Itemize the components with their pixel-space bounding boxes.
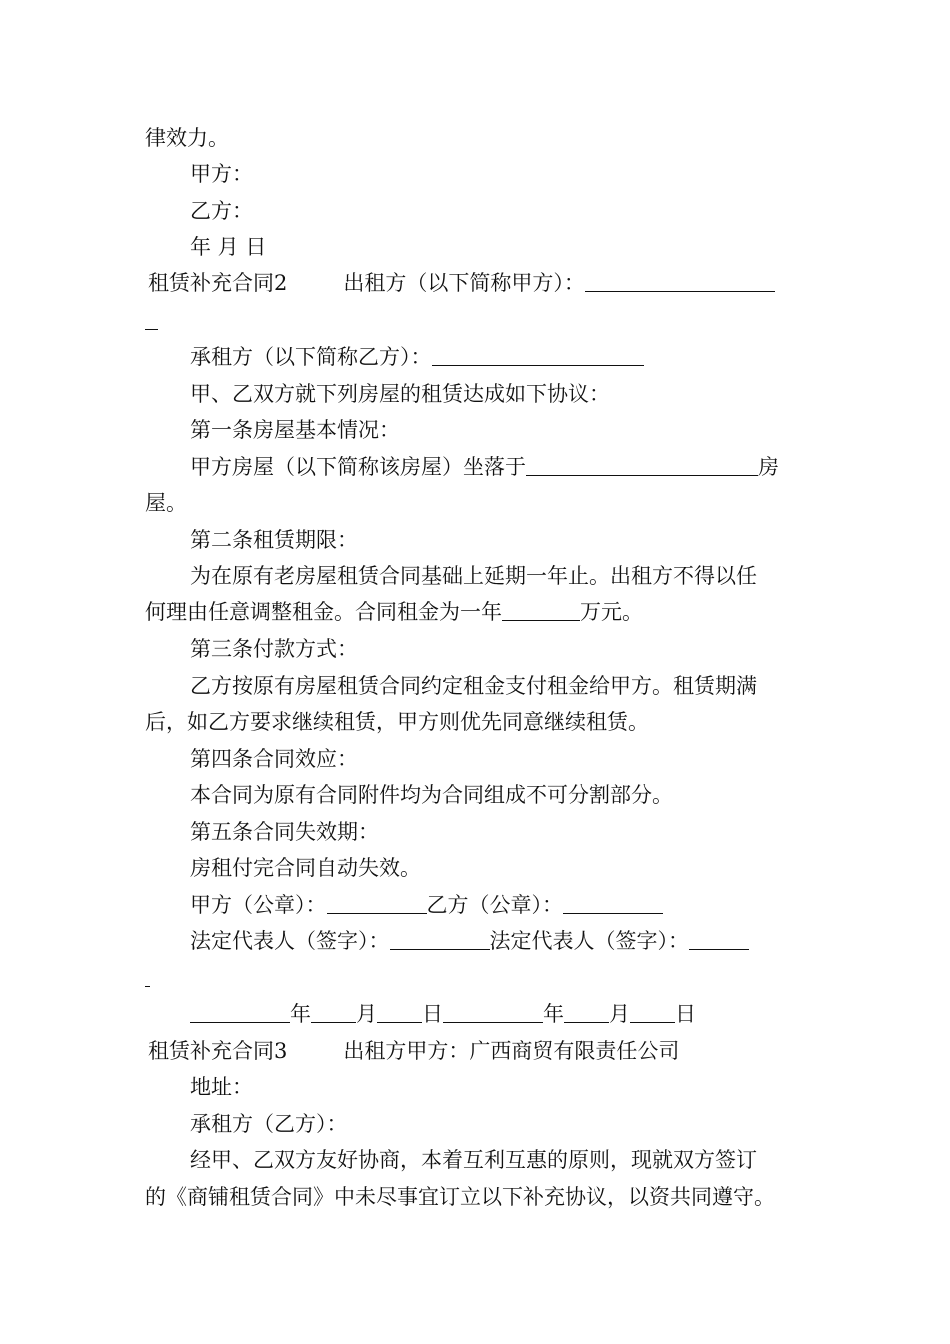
text-line: 经甲、乙双方友好协商，本着互利互惠的原则，现就双方签订 xyxy=(190,1148,757,1172)
text-line: 本合同为原有合同附件均为合同组成不可分割部分。 xyxy=(190,783,673,807)
text-line: 何理由任意调整租金。合同租金为一年 万元。 xyxy=(145,600,643,624)
blank-field xyxy=(563,891,663,914)
clause-heading: 第四条合同效应： xyxy=(190,747,358,771)
blank-field xyxy=(390,927,490,950)
date-line: 年 月 日 xyxy=(190,235,267,259)
blank-field xyxy=(311,1000,356,1023)
lessee-label: 承租方（乙方）： xyxy=(190,1112,348,1136)
clause-heading: 第一条房屋基本情况： xyxy=(190,418,400,442)
blank-field xyxy=(502,598,580,621)
text-line: 为在原有老房屋租赁合同基础上延期一年止。出租方不得以任 xyxy=(190,564,757,588)
text-line: 甲、乙双方就下列房屋的租赁达成如下协议： xyxy=(190,382,610,406)
blank-field xyxy=(327,891,427,914)
blank-field xyxy=(443,1000,543,1023)
contract-title: 租赁补充合同2 xyxy=(148,271,288,295)
text-line: 承租方（以下简称乙方）： xyxy=(0,339,950,376)
blank-field xyxy=(432,343,644,366)
text-line: 房租付完合同自动失效。 xyxy=(190,856,421,880)
section-heading-2: 租赁补充合同2 出租方（以下简称甲方）： xyxy=(0,265,950,302)
party-b-label: 乙方： xyxy=(190,199,253,223)
blank-field xyxy=(145,307,158,330)
section-heading-3: 租赁补充合同3 出租方甲方：广西商贸有限责任公司 xyxy=(148,1039,680,1063)
blank-continuation xyxy=(0,960,950,997)
blank-field xyxy=(377,1000,422,1023)
text-line: 屋。 xyxy=(145,491,187,515)
blank-field xyxy=(585,269,775,292)
text-line: 乙方按原有房屋租赁合同约定租金支付租金给甲方。租赁期满 xyxy=(190,674,757,698)
blank-continuation xyxy=(0,303,950,340)
blank-field xyxy=(526,453,758,476)
signing-date-line: 年 月 日 年 月 日 xyxy=(0,996,950,1033)
blank-field xyxy=(630,1000,675,1023)
text-line: 后，如乙方要求继续租赁，甲方则优先同意继续租赁。 xyxy=(145,710,649,734)
text-line: 律效力。 xyxy=(145,126,229,150)
clause-heading: 第二条租赁期限： xyxy=(190,528,358,552)
blank-field xyxy=(190,1000,290,1023)
party-a-label: 甲方： xyxy=(190,162,253,186)
clause-heading: 第三条付款方式： xyxy=(190,637,358,661)
signature-line: 法定代表人（签字）： 法定代表人（签字）： xyxy=(0,923,950,960)
blank-field xyxy=(689,927,749,950)
seal-line: 甲方（公章）： 乙方（公章）： xyxy=(0,887,950,924)
blank-field xyxy=(564,1000,609,1023)
text-line: 的《商铺租赁合同》中未尽事宜订立以下补充协议，以资共同遵守。 xyxy=(145,1185,775,1209)
address-label: 地址： xyxy=(190,1075,253,1099)
clause-heading: 第五条合同失效期： xyxy=(190,820,379,844)
text-line: 甲方房屋（以下简称该房屋）坐落于 房 xyxy=(190,455,779,479)
blank-field xyxy=(145,964,150,987)
contract-title: 租赁补充合同3 xyxy=(148,1039,288,1063)
